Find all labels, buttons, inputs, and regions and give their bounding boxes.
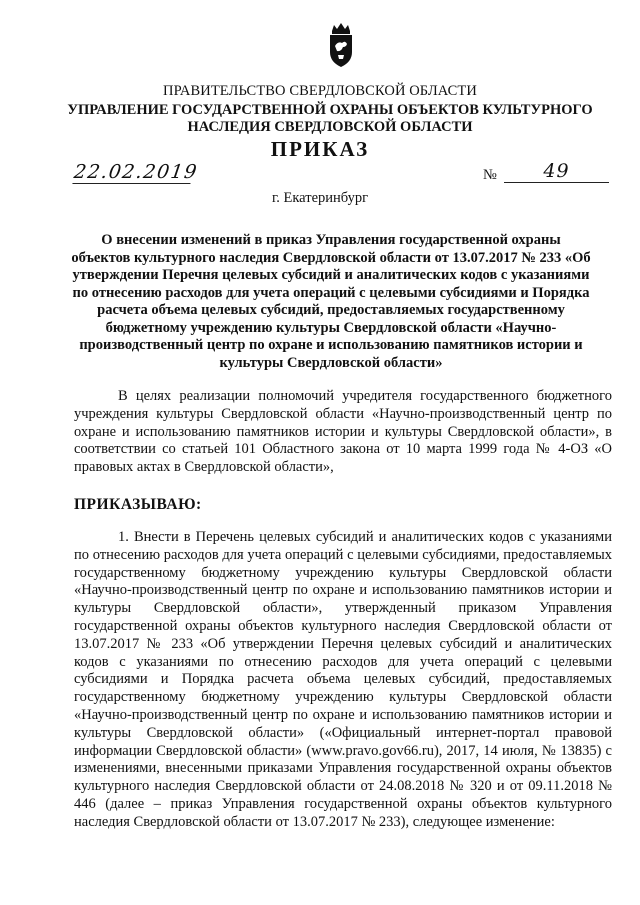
- item-1-paragraph: 1. Внести в Перечень целевых субсидий и аналитических кодов с указаниями по отнесению расходов для учета операций с целевыми субсидиями, предоставляемых государственному бюджетному учреждению культуры Свердловской области «Научно-производственный центр по охране и использованию памятников истории и культуры Свердловской области», утвержденный приказом Управления государственной охраны объектов культурного наследия Свердловской области от 13.07.2017 № 233 «Об утверждении Перечня целевых субсидий и аналитических кодов с указаниями по отнесению расходов для учета операций с целевыми субсидиями и Порядка расчета объема целевых субсидий, предоставляемых государственному бюджетному учреждению культуры Свердловской области «Научно-производственный центр по охране и использованию памятников истории и культуры Свердловской области» («Официальный интернет-портал правовой информации Свердловской области» (www.pravo.gov66.ru), 2017, 14 июля, № 13835) с изменениями, внесенными приказами Управления государственной охраны объектов культурного наследия Свердловской области от 24.08.2018 № 320 и от 09.11.2018 № 446 (далее – приказ Управления государственной охраны объектов культурного наследия Свердловской области от 13.07.2017 № 233), следующее изменение:: [74, 529, 612, 830]
- document-type: ПРИКАЗ: [270, 137, 370, 161]
- government-name: ПРАВИТЕЛЬСТВО СВЕРДЛОВСКОЙ ОБЛАСТИ: [163, 83, 477, 99]
- coat-of-arms-icon: [326, 22, 356, 68]
- document-title: О внесении изменений в приказ Управления государственной охраны объектов культурного наследия Свердловской области от 13.07.2017 № 233 «Об утверждении Перечня целевых субсидий и аналитических кодов с указаниями по отнесению расходов для учета операций с целевыми субсидиями и Порядка расчета объема целевых субсидий, предоставляемых государственному бюджетному учреждению культуры Свердловской области «Научно-производственный центр по охране и использованию памятников истории и культуры Свердловской области»: [71, 232, 591, 371]
- number-label: №: [483, 167, 497, 183]
- intro-paragraph: В целях реализации полномочий учредителя государственного бюджетного учреждения культуры Свердловской области «Научно-производственный центр по охране и использованию памятников истории и культуры Свердловской области», в соответствии со статьей 101 Областного закона от 10 марта 1999 года № 4-ОЗ «О правовых актах в Свердловской области»,: [74, 388, 612, 476]
- document-number: 49: [504, 160, 609, 183]
- city: г. Екатеринбург: [271, 190, 369, 206]
- department-name: УПРАВЛЕНИЕ ГОСУДАРСТВЕННОЙ ОХРАНЫ ОБЪЕКТОВ КУЛЬТУРНОГО НАСЛЕДИЯ СВЕРДЛОВСКОЙ ОБЛАСТИ: [67, 102, 593, 135]
- order-word: ПРИКАЗЫВАЮ:: [74, 496, 202, 513]
- document-date: 22.02.2019: [72, 161, 200, 183]
